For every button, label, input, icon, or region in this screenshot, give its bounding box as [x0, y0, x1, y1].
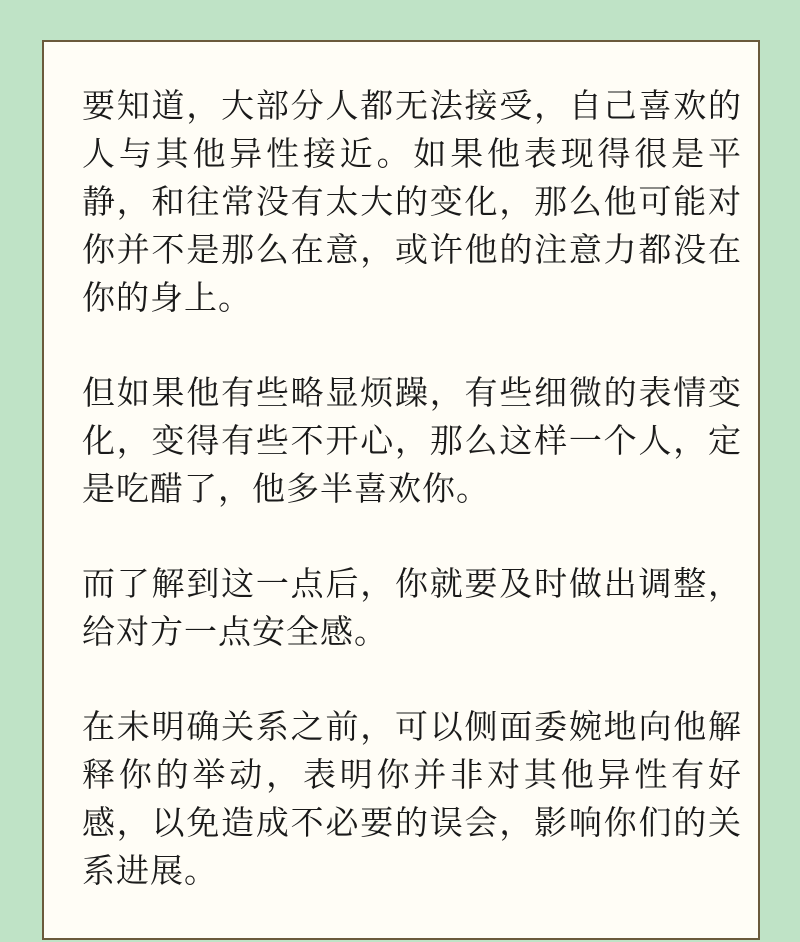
paragraph-3: 而了解到这一点后，你就要及时做出调整，给对方一点安全感。 — [82, 564, 742, 651]
paragraph-2: 但如果他有些略显烦躁，有些细微的表情变化，变得有些不开心，那么这样一个人，定是吃醋了，他多半喜欢你。 — [82, 373, 742, 508]
paragraph-1: 要知道，大部分人都无法接受，自己喜欢的人与其他异性接近。如果他表现得很是平静，和往常没有太大的变化，那么他可能对你并不是那么在意，或许他的注意力都没在你的身上。 — [82, 86, 742, 317]
paragraph-4: 在未明确关系之前，可以侧面委婉地向他解释你的举动，表明你并非对其他异性有好感，以免造成不必要的误会，影响你们的关系进展。 — [82, 707, 742, 890]
article-card — [42, 40, 760, 940]
article-body — [82, 82, 742, 942]
